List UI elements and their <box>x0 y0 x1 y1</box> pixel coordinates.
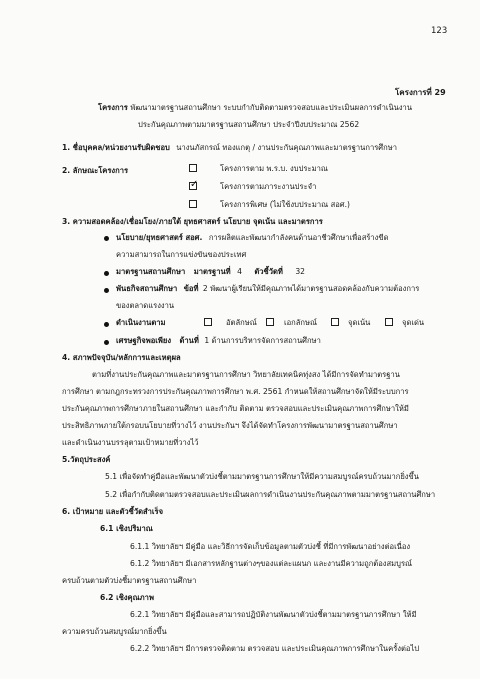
mission-text: 2 พัฒนาผู้เรียนให้มีคุณภาพได้มาตรฐานสอดคล้องกับความต้องการ <box>202 284 420 293</box>
standard-no: 4 <box>237 267 242 276</box>
checkbox-uniqueness[interactable] <box>266 318 274 326</box>
quantitative-1: 6.1.1 วิทยาลัยฯ มีคู่มือ และวิธีการจัดเก็บข้อมูลตามตัวบ่งชี้ ที่มีการพัฒนาอย่างต่อเนื่อง <box>130 542 411 551</box>
page-number: 123 <box>431 26 448 36</box>
qualitative-1-cont: ความครบถ้วนสมบูรณ์มากยิ่งขึ้น <box>62 627 167 636</box>
option-uniqueness: เอกลักษณ์ <box>284 318 318 327</box>
checkbox-annual-budget[interactable] <box>189 164 197 172</box>
economy-text: 1 ด้านการบริหารจัดการสถานศึกษา <box>204 336 321 345</box>
option-identity: อัตลักษณ์ <box>226 318 257 327</box>
standard-text: มาตรฐานที่ <box>193 267 231 276</box>
checkbox-focus[interactable] <box>331 318 339 326</box>
checkbox-identity[interactable] <box>204 318 212 326</box>
economy-label: เศรษฐกิจพอเพียง <box>116 336 172 345</box>
mission-label: พันธกิจสถานศึกษา <box>116 284 178 293</box>
rationale-line-5: และดำเนินงานบรรลุตามเป้าหมายที่วางไว้ <box>62 438 199 447</box>
project-title-prefix: โครงการ <box>98 103 128 112</box>
section-6-label: 6. เป้าหมาย และตัวชี้วัดสำเร็จ <box>62 507 164 516</box>
quantitative-2-cont: ครบถ้วนตามตัวบ่งชี้มาตรฐานสถานศึกษา <box>62 576 197 585</box>
policy-row <box>116 234 389 243</box>
option-focus: จุดเน้น <box>348 318 371 327</box>
project-title-line1 <box>98 104 412 113</box>
indicator-label: ตัวชี้วัดที่ <box>254 267 283 276</box>
standard-label: มาตรฐานสถานศึกษา <box>116 267 186 276</box>
project-title-text: พัฒนามาตรฐานสถานศึกษา ระบบกำกับติดตามตรวจสอบและประเมินผลการดำเนินงาน <box>130 103 413 112</box>
section-5-label: 5.วัตถุประสงค์ <box>62 455 111 464</box>
rationale-line-1: ตามที่งานประกันคุณภาพและมาตรฐานการศึกษา วิทยาลัยเทคนิคทุ่งสง ได้มีการจัดทำมาตรฐาน <box>92 370 400 379</box>
rationale-line-2: การศึกษา ตามกฎกระทรวงการประกันคุณภาพการศึกษา พ.ศ. 2561 กำหนดให้สถานศึกษาจัดให้มีระบบการ <box>62 387 409 396</box>
indicator-no: 32 <box>295 267 306 276</box>
rationale-line-4: ประสิทธิภาพภายใต้กรอบนโยบายที่วางไว้ งานประกันฯ จึงได้จัดทำโครงการพัฒนามาตรฐานสถานศึกษา <box>62 421 398 430</box>
option-annual-budget: โครงการตาม พ.ร.บ. งบประมาณ <box>220 164 328 173</box>
option-highlight: จุดเด่น <box>402 318 425 327</box>
section-2-label: 2. ลักษณะโครงการ <box>62 166 129 175</box>
section-1 <box>62 144 397 153</box>
option-special: โครงการพิเศษ (ไม่ใช้งบประมาณ สอศ.) <box>220 200 351 209</box>
policy-label: นโยบาย/ยุทธศาสตร์ สอศ. <box>116 233 203 242</box>
mission-row <box>116 285 419 294</box>
quantitative-label: 6.1 เชิงปริมาณ <box>100 524 153 533</box>
policy-text-cont: ความสามารถในการแข่งขันของประเทศ <box>116 250 247 259</box>
mission-item: ข้อที่ <box>183 284 199 293</box>
bullet-icon <box>104 236 109 241</box>
project-title-line2: ประกันคุณภาพตามมาตรฐานสถานศึกษา ประจำปีงบประมาณ 2562 <box>138 120 360 129</box>
objective-2: 5.2 เพื่อกำกับติดตามตรวจสอบและประเมินผลการดำเนินงานประกันคุณภาพตามมาตรฐานสถานศึกษา <box>105 490 436 499</box>
section-1-value: นางนภัสกรณ์ ทองแกตุ / งานประกันคุณภาพและมาตรฐานการศึกษา <box>176 143 397 152</box>
bullet-icon <box>104 322 109 327</box>
qualitative-2: 6.2.2 วิทยาลัยฯ มีการตรวจติดตาม ตรวจสอบ และประเมินคุณภาพการศึกษาในครั้งต่อไป <box>130 644 420 653</box>
operation-label: ดำเนินงานตาม <box>116 318 166 327</box>
option-routine-work: โครงการตามภาระงานประจำ <box>220 182 317 191</box>
project-code: โครงการที่ 29 <box>395 88 446 97</box>
bullet-icon <box>104 340 109 345</box>
qualitative-1: 6.2.1 วิทยาลัยฯ มีคู่มือและสามารถปฏิบัติงานพัฒนาตัวบ่งชี้ตามมาตรฐานการศึกษา ให้มี <box>130 610 417 619</box>
quantitative-2: 6.1.2 วิทยาลัยฯ มีเอกสารหลักฐานต่างๆของแต่ละแผนก และงานมีความถูกต้องสมบูรณ์ <box>130 559 413 568</box>
checkbox-highlight[interactable] <box>385 318 393 326</box>
section-4-label: 4. สภาพปัจจุบัน/หลักการและเหตุผล <box>62 353 181 362</box>
section-3-label: 3. ความสอดคล้อง/เชื่อมโยง/ภายใต้ ยุทธศาสตร์ นโยบาย จุดเน้น และมาตรการ <box>62 217 323 226</box>
economy-row <box>116 337 321 346</box>
section-1-label: 1. ชื่อบุคคล/หน่วยงานรับผิดชอบ <box>62 143 170 152</box>
checkbox-routine-work[interactable] <box>189 182 197 190</box>
bullet-icon <box>104 288 109 293</box>
bullet-icon <box>104 271 109 276</box>
economy-side: ด้านที่ <box>179 336 199 345</box>
mission-text-cont: ของตลาดแรงงาน <box>116 301 175 310</box>
policy-text: การผลิตและพัฒนากำลังคนด้านอาชีวศึกษาเพื่อสร้างขีด <box>208 233 389 242</box>
rationale-line-3: ประกันคุณภาพการศึกษาภายในสถานศึกษา และกำกับ ติดตาม ตรวจสอบและประเมินคุณภาพการศึกษาให้มี <box>62 404 409 413</box>
checkbox-special[interactable] <box>189 200 197 208</box>
objective-1: 5.1 เพื่อจัดทำคู่มือและพัฒนาตัวบ่งชี้ตามมาตรฐานการศึกษาให้มีความสมบูรณ์ครบถ้วนมากยิ่งขึ้น <box>105 472 419 481</box>
standard-row <box>116 268 305 277</box>
qualitative-label: 6.2 เชิงคุณภาพ <box>100 593 154 602</box>
